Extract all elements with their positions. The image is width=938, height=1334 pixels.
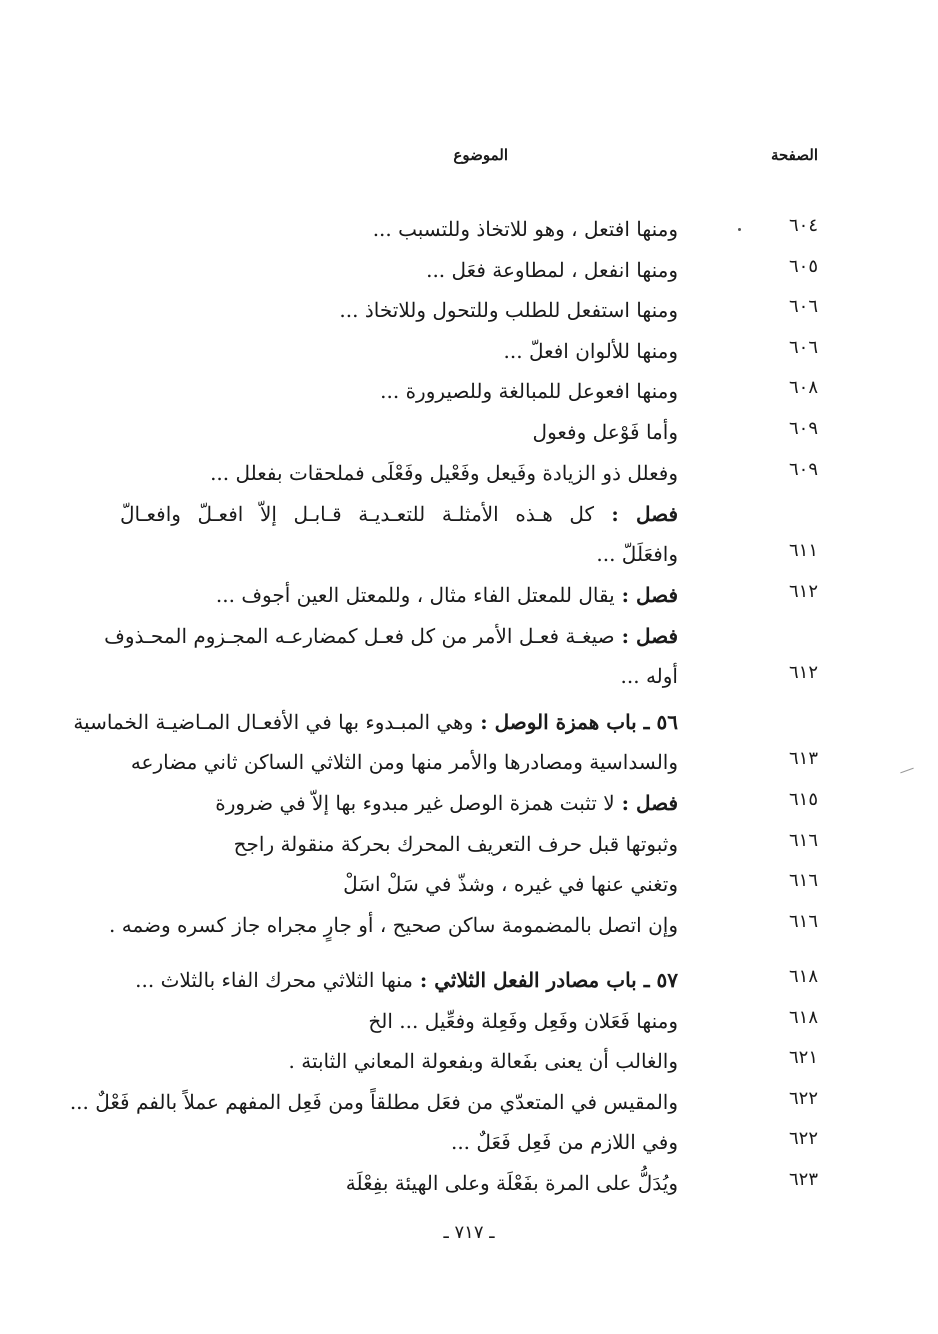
entry-body: أوله ... bbox=[620, 664, 678, 688]
entry-text bbox=[120, 536, 678, 572]
entry-text bbox=[120, 292, 678, 328]
toc-row bbox=[120, 1043, 818, 1079]
toc-row bbox=[120, 658, 818, 694]
entry-text bbox=[120, 455, 678, 491]
entry-heading: فصل : bbox=[594, 502, 678, 526]
entry-body: وفي اللازم من فَعِل فَعَلٌ ... bbox=[450, 1130, 678, 1154]
entry-body: والغالب أن يعنى بفَعالة وبفعولة المعاني الثابتة . bbox=[288, 1049, 678, 1073]
topic-column-header: الموضوع bbox=[453, 146, 508, 164]
page-number: ٦٠٨ bbox=[788, 377, 818, 398]
entry-heading: فصل : bbox=[614, 791, 678, 815]
entry-body: ومنها فَعَلان وفَعِل وفَعِلة وفعِّيل ... الخ bbox=[368, 1009, 678, 1033]
entry-body: وتغني عنها في غيره ، وشذّ في سَلْ اسَلْ bbox=[343, 872, 678, 896]
toc-row bbox=[120, 373, 818, 409]
toc-row bbox=[120, 744, 818, 780]
entry-text bbox=[120, 373, 678, 409]
entry-body: وفعلل ذو الزيادة وفَيعل وفَعْيل وفَعْلَى فملحقات بفعلل ... bbox=[210, 461, 678, 485]
footer-page-number: ـ ٧١٧ ـ bbox=[443, 1222, 495, 1243]
entry-body: يقال للمعتل الفاء مثال ، وللمعتل العين أجوف ... bbox=[215, 583, 615, 607]
entry-body: صيغـة فعـل الأمر من كل فعـل كمضارعـه المجـزوم المحـذوف bbox=[104, 624, 615, 648]
page-number: ٦٠٤ bbox=[788, 215, 818, 236]
toc-row bbox=[104, 618, 818, 654]
entry-text bbox=[73, 704, 678, 740]
toc-row bbox=[120, 455, 818, 491]
entry-text bbox=[120, 962, 678, 998]
page-number: ٦١٥ bbox=[788, 789, 818, 810]
entry-body: وثبوتها قبل حرف التعريف المحرك بحركة منقولة راجح bbox=[233, 832, 678, 856]
toc-row bbox=[120, 577, 818, 613]
entry-body: ومنها افتعل ، وهو للاتخاذ وللتسبب ... bbox=[372, 217, 678, 241]
entry-body: ويُدَلُّ على المرة بفَعْلَة وعلى الهيئة بفِعْلَة bbox=[345, 1171, 678, 1195]
toc-row bbox=[120, 826, 818, 862]
toc-row bbox=[120, 962, 818, 998]
toc-row bbox=[120, 333, 818, 369]
entry-text bbox=[120, 211, 678, 247]
margin-mark bbox=[900, 768, 913, 774]
entry-text bbox=[120, 1003, 678, 1039]
toc-row bbox=[120, 536, 818, 572]
toc-row bbox=[120, 1003, 818, 1039]
entry-body: وافعَلَلّ ... bbox=[596, 542, 678, 566]
entry-text bbox=[109, 907, 678, 943]
toc-row bbox=[120, 414, 818, 450]
entry-text bbox=[120, 744, 678, 780]
entry-heading: ٥٦ ـ باب همزة الوصل : bbox=[473, 710, 678, 734]
entry-text bbox=[120, 252, 678, 288]
toc-row bbox=[120, 211, 818, 247]
toc-row bbox=[120, 785, 818, 821]
entry-text bbox=[69, 1084, 678, 1120]
entry-text bbox=[120, 826, 678, 862]
toc-row bbox=[109, 907, 818, 943]
entry-body: ومنها انفعل ، لمطاوعة فعَل ... bbox=[426, 258, 678, 282]
page-column-header: الصفحة bbox=[770, 146, 818, 164]
entry-body: لا تثبت همزة الوصل غير مبدوء بها إلاّ في ضرورة bbox=[215, 791, 615, 815]
page-number: ٦١٣ bbox=[788, 748, 818, 769]
page-number: ٦٢٢ bbox=[788, 1088, 818, 1109]
page-number: ٦١٢ bbox=[788, 662, 818, 683]
toc-row bbox=[120, 292, 818, 328]
entry-text bbox=[120, 866, 678, 902]
entry-heading: فصل : bbox=[614, 624, 678, 648]
page-number: ٦٠٦ bbox=[788, 337, 818, 358]
entry-text bbox=[120, 1124, 678, 1160]
page-number: ٦١٨ bbox=[788, 1007, 818, 1028]
entry-body: منها الثلاثي محرك الفاء بالثلاث ... bbox=[135, 968, 413, 992]
page-number: ٦١١ bbox=[788, 540, 818, 561]
toc-row bbox=[73, 704, 818, 740]
toc-row bbox=[120, 866, 818, 902]
page-number: ٦١٦ bbox=[788, 830, 818, 851]
page-number: ٦٠٩ bbox=[788, 459, 818, 480]
toc-row bbox=[120, 252, 818, 288]
entry-text bbox=[120, 414, 678, 450]
entry-heading: فصل : bbox=[614, 583, 678, 607]
entry-body: والمقيس في المتعدّي من فعَل مطلقاً ومن فَعِل المفهم عملاً بالفم فَعْلٌ ... bbox=[69, 1090, 678, 1114]
entry-text bbox=[120, 577, 678, 613]
page-number: ٦١٦ bbox=[788, 911, 818, 932]
entry-body: والسداسية ومصادرها والأمر منها ومن الثلاثي الساكن ثاني مضارعه bbox=[130, 750, 678, 774]
toc-row bbox=[120, 496, 818, 532]
page-number: ٦١٢ bbox=[788, 581, 818, 602]
page-number: ٦٠٩ bbox=[788, 418, 818, 439]
entry-text bbox=[120, 658, 678, 694]
entry-body: وهي المبـدوء بها في الأفعـال المـاضيـة الخماسية bbox=[73, 710, 474, 734]
toc-row bbox=[120, 1165, 818, 1201]
entry-text bbox=[120, 1165, 678, 1201]
entry-body: وإن اتصل بالمضمومة ساكن صحيح ، أو جارٍ مجراه جاز كسره وضمه . bbox=[109, 913, 678, 937]
page-number: ٦١٨ bbox=[788, 966, 818, 987]
page-number: ٦١٦ bbox=[788, 870, 818, 891]
entry-text bbox=[104, 618, 678, 654]
page-number: ٦٠٥ bbox=[788, 256, 818, 277]
entry-body: وأما فَوْعل وفعول bbox=[532, 420, 678, 444]
entry-body: ومنها افعوعل للمبالغة وللصيرورة ... bbox=[380, 379, 678, 403]
entry-body: كل هـذه الأمثلـة للتعـديـة قـابـل إلاّ افعـلّ وافعـالّ bbox=[120, 502, 595, 526]
entry-text bbox=[120, 1043, 678, 1079]
entry-text bbox=[120, 785, 678, 821]
toc-row bbox=[69, 1084, 818, 1120]
entry-body: ومنها للألوان افعلّ ... bbox=[503, 339, 678, 363]
entry-text bbox=[120, 496, 678, 532]
page-number: ٦٠٦ bbox=[788, 296, 818, 317]
page-number: ٦٢٢ bbox=[788, 1128, 818, 1149]
entry-heading: ٥٧ ـ باب مصادر الفعل الثلاثي : bbox=[412, 968, 678, 992]
page-number: ٦٢١ bbox=[788, 1047, 818, 1068]
toc-row bbox=[120, 1124, 818, 1160]
entry-text bbox=[120, 333, 678, 369]
entry-body: ومنها استفعل للطلب وللتحول وللاتخاذ ... bbox=[339, 298, 678, 322]
page-number: ٦٢٣ bbox=[788, 1169, 818, 1190]
